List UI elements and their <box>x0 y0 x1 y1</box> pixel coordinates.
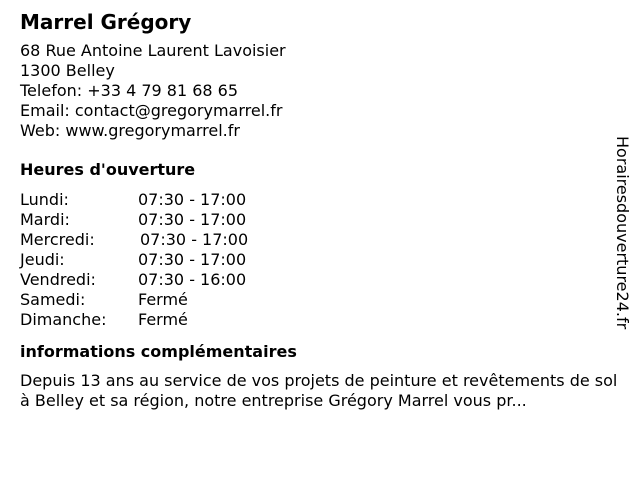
info-description: Depuis 13 ans au service de vos projets de peinture et revêtements de sol à Belley et sa région, notre entreprise Grégory Marrel vous pr... <box>20 371 618 410</box>
hours-row-monday <box>20 190 620 210</box>
hours-row-wednesday <box>20 230 620 250</box>
day-label: Mardi: <box>20 210 70 229</box>
day-label: Dimanche: <box>20 310 107 329</box>
day-hours: Fermé <box>138 290 188 309</box>
business-card <box>20 10 620 411</box>
hours-row-sunday <box>20 310 620 330</box>
day-label: Samedi: <box>20 290 86 309</box>
hours-row-friday <box>20 270 620 290</box>
day-hours: 07:30 - 17:00 <box>138 190 247 209</box>
address-street: 68 Rue Antoine Laurent Lavoisier <box>20 41 286 60</box>
day-label: Mercredi: <box>20 230 95 249</box>
day-hours: 07:30 - 17:00 <box>138 210 247 229</box>
web-line: Web: www.gregorymarrel.fr <box>20 121 240 140</box>
hours-row-thursday <box>20 250 620 270</box>
info-heading: informations complémentaires <box>20 342 297 361</box>
hours-row-saturday <box>20 290 620 310</box>
address-city: 1300 Belley <box>20 61 115 80</box>
day-hours: 07:30 - 17:00 <box>140 230 249 249</box>
email-line: Email: contact@gregorymarrel.fr <box>20 101 283 120</box>
hours-table <box>20 190 620 330</box>
day-label: Jeudi: <box>20 250 65 269</box>
day-hours: Fermé <box>138 310 188 329</box>
hours-heading: Heures d'ouverture <box>20 160 196 179</box>
day-hours: 07:30 - 16:00 <box>138 270 247 289</box>
day-label: Lundi: <box>20 190 69 209</box>
business-name: Marrel Grégory <box>20 10 192 34</box>
day-hours: 07:30 - 17:00 <box>138 250 247 269</box>
site-watermark: Horairesdouverture24.fr <box>613 136 632 330</box>
contact-block <box>20 41 620 141</box>
day-label: Vendredi: <box>20 270 96 289</box>
phone-line: Telefon: +33 4 79 81 68 65 <box>20 81 239 100</box>
hours-row-tuesday <box>20 210 620 230</box>
